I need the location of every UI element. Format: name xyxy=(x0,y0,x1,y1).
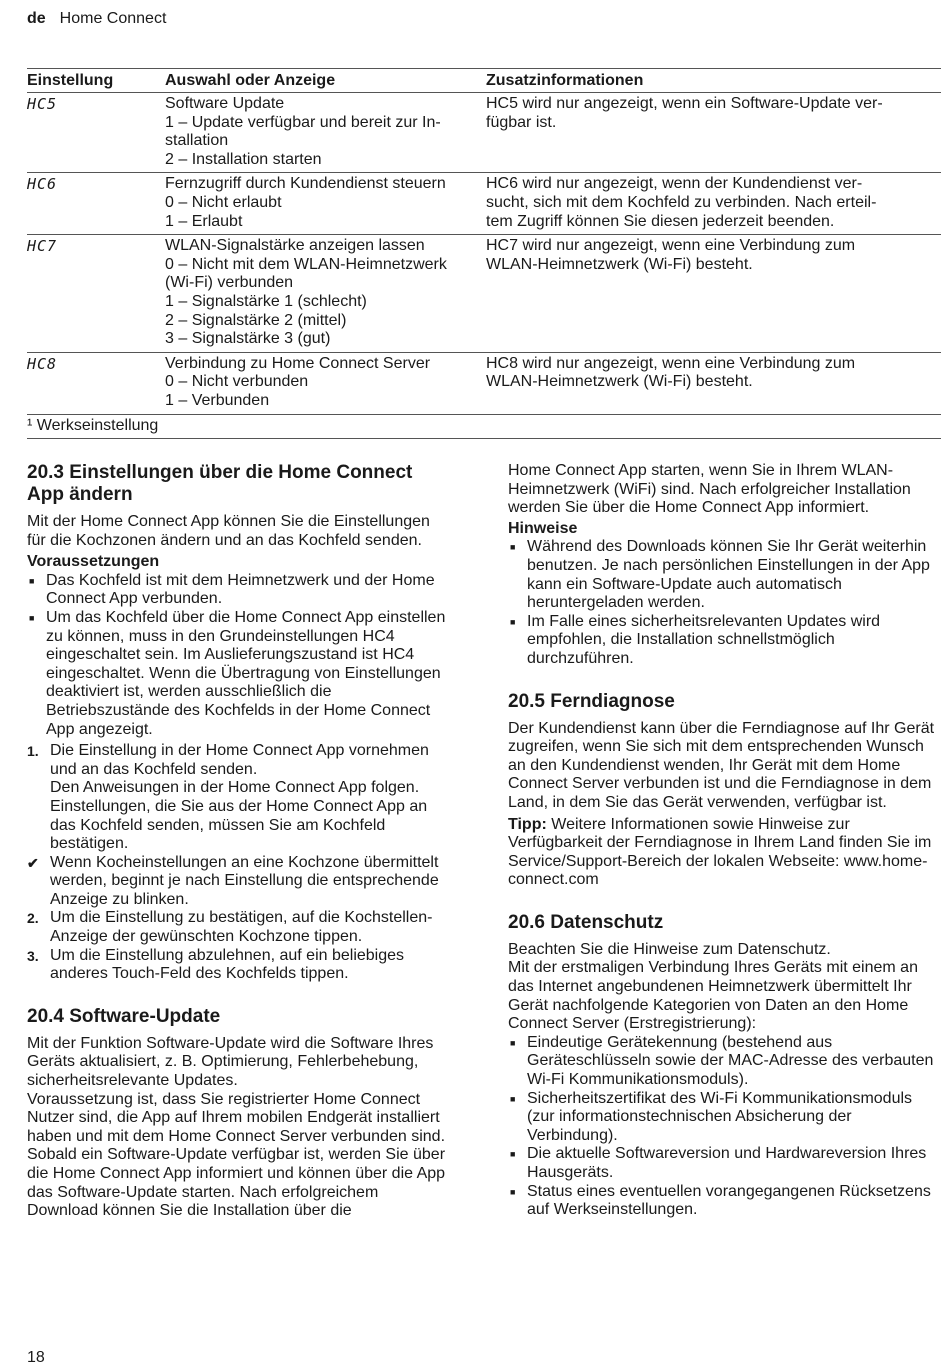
list-item: ■ Während des Downloads können Sie Ihr Gerät weiterhin benutzen. Je nach persönlichen Einstellungen in der App kann ein Software-Update auch automatisch heruntergeladen werden. xyxy=(508,538,941,612)
table-row xyxy=(27,173,941,235)
option-line: Software Update xyxy=(165,95,285,112)
setting-code: HC8 xyxy=(27,354,58,373)
info-line: HC7 wird nur angezeigt, wenn eine Verbindung zum xyxy=(486,237,856,255)
col-header-einstellung: Einstellung xyxy=(27,69,165,93)
option-line: 0 – Nicht verbunden xyxy=(165,373,309,391)
section-20-3-title: 20.3 Einstellungen über die Home Connect App ändern xyxy=(27,462,413,505)
section-20-3-intro: Mit der Home Connect App können Sie die Einstellungen für die Kochzonen ändern und an das Kochfeld senden. xyxy=(27,513,430,549)
step-text: Um die Einstellung abzulehnen, auf ein beliebiges anderes Touch-Feld des Kochfelds tippen. xyxy=(50,946,405,983)
list-item: ■ Status eines eventuellen vorangegangenen Rücksetzens auf Werkseinstellungen. xyxy=(508,1183,941,1220)
option-line: WLAN-Signalstärke anzeigen lassen xyxy=(165,237,425,255)
tip-text: Weitere Informationen sowie Hinweise zur Verfügbarkeit der Ferndiagnose in Ihrem Land finden Sie im Service/Support-Bereich der lokalen Webseite: www.home-connect.com xyxy=(508,815,932,889)
page-header xyxy=(27,10,166,29)
table-header-row xyxy=(27,69,941,93)
check-icon: ✔ xyxy=(27,854,39,871)
step-item xyxy=(27,854,451,910)
section-20-6-title: 20.6 Datenschutz xyxy=(508,911,664,933)
step-text: Um die Einstellung zu bestätigen, auf die Kochstellen-Anzeige der gewünschten Kochzone tippen. xyxy=(50,909,433,946)
step-item xyxy=(27,742,451,854)
list-item: ■ Im Falle eines sicherheitsrelevanten Updates wird empfohlen, die Installation schnellstmöglich durchzuführen. xyxy=(508,613,941,669)
list-item: ■ Eindeutige Gerätekennung (bestehend aus Geräteschlüsseln sowie der MAC-Adresse des verbauten Wi-Fi Kommunikationsmoduls). xyxy=(508,1034,941,1090)
info-line: HC5 wird nur angezeigt, wenn ein Software-Update ver- xyxy=(486,95,883,112)
page-number: 18 xyxy=(27,1349,45,1366)
paragraph: Mit der erstmaligen Verbindung Ihres Geräts mit einem an das Internet angebundenen Heimnetzwerk übermittelt Ihr Gerät nachfolgende Kategorien von Daten an den Home Connect Server (Erstregistrierung): xyxy=(508,959,918,1033)
step-marker: 1. xyxy=(27,743,39,760)
option-line: 0 – Nicht erlaubt xyxy=(165,193,282,211)
paragraph: Voraussetzung ist, dass Sie registrierter Home Connect Nutzer sind, die App auf Ihrem mobilen Endgerät installiert haben und mit dem Home Connect Server verbunden sind. xyxy=(27,1090,446,1145)
table-footnote: ¹ Werkseinstellung xyxy=(27,414,941,439)
option-line: stallation xyxy=(165,132,229,150)
option-line: Verbindung zu Home Connect Server xyxy=(165,354,431,372)
prerequisites-label: Voraussetzungen xyxy=(27,553,160,571)
prerequisites-list xyxy=(27,572,451,739)
step-result-text: Wenn Kocheinstellungen an eine Kochzone übermittelt werden, beginnt je nach Einstellung die entsprechende Anzeige zu blinken. xyxy=(50,853,439,908)
steps-list xyxy=(27,742,451,984)
step-item xyxy=(27,947,451,984)
language-code: de xyxy=(27,10,46,27)
col-header-zusatz: Zusatzinformationen xyxy=(486,69,941,93)
step-marker: 3. xyxy=(27,947,39,964)
info-line: WLAN-Heimnetzwerk (Wi-Fi) besteht. xyxy=(486,373,753,391)
section-20-5-title: 20.5 Ferndiagnose xyxy=(508,690,675,712)
list-item: ■ Sicherheitszertifikat des Wi-Fi Kommunikationsmoduls (zur informationstechnischen Absicherung der Verbindung). xyxy=(508,1090,941,1146)
info-line: fügbar ist. xyxy=(486,113,557,131)
option-line: 3 – Signalstärke 3 (gut) xyxy=(165,330,331,348)
tip-paragraph xyxy=(508,816,941,890)
table-row xyxy=(27,235,941,353)
step-marker: 2. xyxy=(27,910,39,927)
option-line: 1 – Erlaubt xyxy=(165,212,243,230)
settings-table xyxy=(27,68,941,439)
paragraph: Der Kundendienst kann über die Ferndiagnose auf Ihr Gerät zugreifen, wenn Sie sich mit dem entsprechenden Wunsch an den Kundendienst wenden, Ihr Gerät mit dem Home Connect Server verbunden ist und die Ferndiagnose in dem Land, in dem Sie das Gerät verwenden, verfügbar ist. xyxy=(508,719,935,811)
option-line: (Wi-Fi) verbunden xyxy=(165,274,294,292)
info-line: WLAN-Heimnetzwerk (Wi-Fi) besteht. xyxy=(486,255,753,273)
col-header-auswahl: Auswahl oder Anzeige xyxy=(165,69,486,93)
table-row xyxy=(27,93,941,173)
paragraph: Beachten Sie die Hinweise zum Datenschutz. xyxy=(508,940,831,958)
option-line: 1 – Signalstärke 1 (schlecht) xyxy=(165,292,367,310)
setting-code: HC6 xyxy=(27,175,58,194)
option-line: 0 – Nicht mit dem WLAN-Heimnetzwerk xyxy=(165,255,447,273)
option-line: 2 – Signalstärke 2 (mittel) xyxy=(165,311,347,329)
section-20-4-title: 20.4 Software-Update xyxy=(27,1005,221,1027)
option-line: Fernzugriff durch Kundendienst steuern xyxy=(165,175,446,193)
setting-code: HC5 xyxy=(27,95,58,113)
notes-label: Hinweise xyxy=(508,519,578,537)
paragraph: Sobald ein Software-Update verfügbar ist, werden Sie über die Home Connect App informiert und können über die App das Software-Update starten. Nach erfolgreichem Download können Sie die Installation über die xyxy=(27,1146,446,1220)
option-line: 1 – Update verfügbar und bereit zur In- xyxy=(165,113,441,131)
info-line: HC6 wird nur angezeigt, wenn der Kundendienst ver- xyxy=(486,175,863,193)
option-line: 2 – Installation starten xyxy=(165,150,322,168)
paragraph: Home Connect App starten, wenn Sie in Ihrem WLAN-Heimnetzwerk (WiFi) sind. Nach erfolgreicher Installation werden Sie über die Home Connect App informiert. xyxy=(508,462,911,517)
notes-list xyxy=(508,538,941,668)
step-text: Die Einstellung in der Home Connect App vornehmen und an das Kochfeld senden. Den Anweisungen in der Home Connect App folgen. Einstellungen, die Sie aus der Home Connect App an das Kochfeld senden, müssen Sie am Kochfeld bestätigen. xyxy=(50,742,429,853)
info-line: sucht, sich mit dem Kochfeld zu verbinden. Nach erteil- xyxy=(486,193,877,211)
table-footnote-row xyxy=(27,414,941,439)
left-column xyxy=(27,462,451,1221)
list-item: ■ Die aktuelle Softwareversion und Hardwareversion Ihres Hausgeräts. xyxy=(508,1145,941,1182)
table-row xyxy=(27,352,941,414)
setting-code: HC7 xyxy=(27,237,58,256)
section-name: Home Connect xyxy=(59,10,167,27)
info-line: tem Zugriff können Sie diesen jederzeit beenden. xyxy=(486,212,835,230)
paragraph: Mit der Funktion Software-Update wird die Software Ihres Geräts aktualisiert, z. B. Optimierung, Fehlerbehebung, sicherheitsrelevante Updates. xyxy=(27,1034,434,1090)
list-item: ■ Das Kochfeld ist mit dem Heimnetzwerk und der Home Connect App verbunden. xyxy=(27,572,451,609)
option-line: 1 – Verbunden xyxy=(165,391,270,409)
step-item xyxy=(27,909,451,946)
right-column xyxy=(508,462,941,1220)
list-item: ■ Um das Kochfeld über die Home Connect App einstellen zu können, muss in den Grundeinstellungen HC4 eingeschaltet sein. Im Auslieferungszustand ist HC4 eingeschaltet. Wenn die Übertragung von Einstellungen deaktiviert ist, werden ausschließlich die Betriebszustände des Kochfelds in der Home Connect App angezeigt. xyxy=(27,609,451,739)
tip-label: Tipp: xyxy=(508,815,547,833)
info-line: HC8 wird nur angezeigt, wenn eine Verbindung zum xyxy=(486,354,856,372)
data-categories-list xyxy=(508,1034,941,1220)
